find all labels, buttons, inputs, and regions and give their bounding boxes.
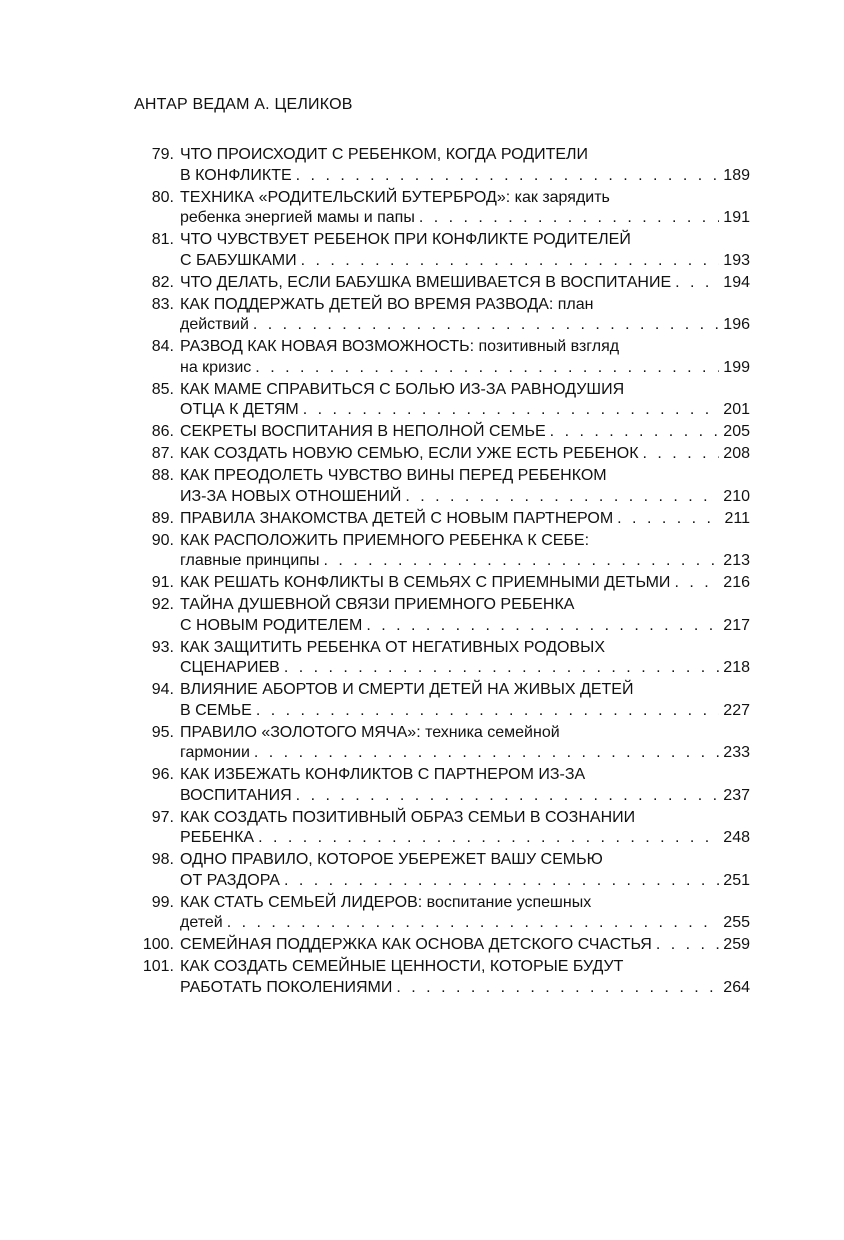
entry-title-line: СЕМЕЙНАЯ ПОДДЕРЖКА КАК ОСНОВА ДЕТСКОГО СЧАСТЬЯ bbox=[180, 936, 652, 953]
entry-leader-row bbox=[180, 616, 750, 637]
entry-number: 98. bbox=[151, 851, 174, 868]
dot-leader bbox=[254, 743, 719, 764]
entry-title-line: ребенка энергией мамы и папы bbox=[180, 209, 415, 226]
entry-number: 80. bbox=[151, 188, 174, 206]
page-number: 255 bbox=[723, 914, 750, 931]
entry-leader-row bbox=[180, 166, 750, 187]
entry-title-line: ОТ РАЗДОРА bbox=[180, 871, 280, 889]
dot-leader bbox=[303, 400, 720, 421]
dot-leader bbox=[405, 487, 719, 508]
entry-title-line: КАК ПОДДЕРЖАТЬ ДЕТЕЙ ВО ВРЕМЯ РАЗВОДА: план bbox=[180, 295, 594, 313]
toc-entry[interactable] bbox=[0, 723, 844, 764]
entry-leader-row bbox=[180, 786, 750, 807]
entry-leader-row bbox=[180, 743, 750, 764]
dot-leader bbox=[674, 573, 719, 594]
entry-body bbox=[180, 509, 750, 530]
dot-leader bbox=[256, 701, 719, 722]
entry-title-line: гармонии bbox=[180, 744, 250, 761]
page-number: 233 bbox=[723, 744, 750, 761]
toc-entry[interactable] bbox=[0, 531, 844, 572]
entry-body bbox=[180, 573, 750, 594]
entry-number: 99. bbox=[151, 893, 174, 911]
page-number: 248 bbox=[723, 829, 750, 846]
dot-leader bbox=[296, 786, 720, 807]
toc-entry[interactable] bbox=[0, 230, 844, 271]
entry-body bbox=[180, 444, 750, 465]
entry-title-line: ОДНО ПРАВИЛО, КОТОРОЕ УБЕРЕЖЕТ ВАШУ СЕМЬЮ bbox=[180, 851, 603, 868]
toc-entry[interactable] bbox=[0, 380, 844, 421]
entry-leader-row bbox=[180, 487, 750, 508]
dot-leader bbox=[227, 913, 720, 934]
entry-title-line: СЦЕНАРИЕВ bbox=[180, 659, 280, 676]
entry-number: 95. bbox=[151, 723, 174, 741]
entry-number: 84. bbox=[151, 338, 174, 355]
entry-title-line: детей bbox=[180, 914, 223, 931]
toc-entry[interactable] bbox=[0, 957, 844, 998]
page-number: 227 bbox=[723, 701, 750, 719]
entry-leader-row bbox=[180, 273, 750, 294]
page-number: 217 bbox=[723, 616, 750, 634]
entry-body bbox=[180, 230, 750, 271]
entry-title-line: В КОНФЛИКТЕ bbox=[180, 166, 292, 184]
dot-leader bbox=[643, 444, 720, 465]
entry-number: 86. bbox=[151, 423, 174, 440]
page-number: 201 bbox=[723, 401, 750, 418]
toc-entry[interactable] bbox=[0, 595, 844, 636]
entry-number: 81. bbox=[151, 231, 174, 248]
entry-title-line: на кризис bbox=[180, 358, 252, 376]
entry-leader-row bbox=[180, 509, 750, 530]
page-number: 259 bbox=[723, 936, 750, 953]
entry-number: 94. bbox=[151, 681, 174, 698]
entry-number: 89. bbox=[151, 509, 174, 527]
entry-number: 90. bbox=[151, 531, 174, 549]
entry-title-line: ПРАВИЛА ЗНАКОМСТВА ДЕТЕЙ С НОВЫМ ПАРТНЕРОМ bbox=[180, 509, 614, 527]
entry-leader-row bbox=[180, 658, 750, 679]
entry-body bbox=[180, 273, 750, 294]
entry-body bbox=[180, 638, 750, 679]
page-number: 264 bbox=[723, 978, 750, 996]
toc-entry[interactable] bbox=[0, 295, 844, 336]
dot-leader bbox=[324, 551, 720, 572]
page-number: 196 bbox=[723, 316, 750, 333]
toc-entry[interactable] bbox=[0, 935, 844, 956]
dot-leader bbox=[301, 251, 720, 272]
running-header: АНТАР ВЕДАМ А. ЦЕЛИКОВ bbox=[134, 96, 353, 113]
entry-body bbox=[180, 188, 750, 229]
entry-title-line: КАК СОЗДАТЬ ПОЗИТИВНЫЙ ОБРАЗ СЕМЬИ В СОЗНАНИИ bbox=[180, 808, 636, 826]
entry-title-line: главные принципы bbox=[180, 552, 320, 569]
page-number: 205 bbox=[723, 423, 750, 440]
table-of-contents bbox=[0, 145, 844, 1000]
page-number: 199 bbox=[723, 358, 750, 376]
toc-entry[interactable] bbox=[0, 573, 844, 594]
entry-title-line: С НОВЫМ РОДИТЕЛЕМ bbox=[180, 616, 363, 634]
dot-leader bbox=[258, 828, 719, 849]
entry-title-line: ВЛИЯНИЕ АБОРТОВ И СМЕРТИ ДЕТЕЙ НА ЖИВЫХ ДЕТЕЙ bbox=[180, 681, 634, 698]
entry-title-line: КАК ИЗБЕЖАТЬ КОНФЛИКТОВ С ПАРТНЕРОМ ИЗ-ЗА bbox=[180, 766, 586, 783]
entry-body bbox=[180, 531, 750, 572]
toc-entry[interactable] bbox=[0, 444, 844, 465]
entry-body bbox=[180, 957, 750, 998]
page-number: 208 bbox=[723, 445, 750, 462]
entry-number: 92. bbox=[151, 596, 174, 613]
entry-body bbox=[180, 295, 750, 336]
dot-leader bbox=[253, 315, 719, 336]
entry-title-line: ЧТО ДЕЛАТЬ, ЕСЛИ БАБУШКА ВМЕШИВАЕТСЯ В ВОСПИТАНИЕ bbox=[180, 273, 672, 291]
entry-title-line: КАК ПРЕОДОЛЕТЬ ЧУВСТВО ВИНЫ ПЕРЕД РЕБЕНКОМ bbox=[180, 467, 607, 484]
entry-number: 83. bbox=[151, 295, 174, 313]
dot-leader bbox=[366, 616, 719, 637]
entry-title-line: КАК МАМЕ СПРАВИТЬСЯ С БОЛЬЮ ИЗ-ЗА РАВНОДУШИЯ bbox=[180, 380, 625, 398]
entry-title-line: СЕКРЕТЫ ВОСПИТАНИЯ В НЕПОЛНОЙ СЕМЬЕ bbox=[180, 423, 546, 440]
entry-leader-row bbox=[180, 935, 750, 956]
entry-title-line: ВОСПИТАНИЯ bbox=[180, 786, 292, 804]
entry-title-line: РАЗВОД КАК НОВАЯ ВОЗМОЖНОСТЬ: позитивный взгляд bbox=[180, 338, 620, 355]
page-number: 251 bbox=[723, 871, 750, 889]
entry-title-line: В СЕМЬЕ bbox=[180, 701, 252, 719]
entry-body bbox=[180, 680, 750, 721]
page-number: 237 bbox=[723, 786, 750, 804]
entry-body bbox=[180, 723, 750, 764]
entry-number: 82. bbox=[151, 273, 174, 291]
entry-body bbox=[180, 808, 750, 849]
entry-body bbox=[180, 850, 750, 891]
entry-title-line: КАК СТАТЬ СЕМЬЕЙ ЛИДЕРОВ: воспитание успешных bbox=[180, 893, 592, 911]
entry-title-line: ИЗ-ЗА НОВЫХ ОТНОШЕНИЙ bbox=[180, 487, 402, 505]
dot-leader bbox=[284, 871, 719, 892]
entry-number: 91. bbox=[151, 574, 174, 591]
dot-leader bbox=[284, 658, 719, 679]
entry-title-line: С БАБУШКАМИ bbox=[180, 251, 297, 269]
entry-body bbox=[180, 595, 750, 636]
page-number: 210 bbox=[723, 487, 750, 505]
entry-title-line: ОТЦА К ДЕТЯМ bbox=[180, 401, 299, 418]
page-number: 193 bbox=[723, 251, 750, 269]
entry-body bbox=[180, 935, 750, 956]
toc-entry[interactable] bbox=[0, 808, 844, 849]
toc-entry[interactable] bbox=[0, 466, 844, 507]
entry-title-line: ЧТО ПРОИСХОДИТ С РЕБЕНКОМ, КОГДА РОДИТЕЛИ bbox=[180, 146, 589, 163]
dot-leader bbox=[550, 422, 720, 443]
entry-leader-row bbox=[180, 978, 750, 999]
entry-leader-row bbox=[180, 400, 750, 421]
dot-leader bbox=[396, 978, 719, 999]
page-number: 216 bbox=[723, 574, 750, 591]
entry-number: 93. bbox=[151, 638, 174, 656]
entry-leader-row bbox=[180, 913, 750, 934]
page-number: 191 bbox=[723, 209, 750, 226]
dot-leader bbox=[419, 208, 719, 229]
entry-title-line: ТЕХНИКА «РОДИТЕЛЬСКИЙ БУТЕРБРОД»: как зарядить bbox=[180, 188, 610, 206]
dot-leader bbox=[675, 273, 719, 294]
dot-leader bbox=[255, 358, 719, 379]
entry-number: 97. bbox=[151, 808, 174, 826]
entry-leader-row bbox=[180, 358, 750, 379]
entry-leader-row bbox=[180, 422, 750, 443]
toc-entry[interactable] bbox=[0, 509, 844, 530]
entry-title-line: РЕБЕНКА bbox=[180, 829, 255, 846]
entry-title-line: ПРАВИЛО «ЗОЛОТОГО МЯЧА»: техника семейной bbox=[180, 723, 560, 741]
toc-entry[interactable] bbox=[0, 422, 844, 443]
entry-number: 87. bbox=[151, 445, 174, 462]
toc-entry[interactable] bbox=[0, 145, 844, 186]
entry-number: 100. bbox=[142, 936, 174, 953]
entry-leader-row bbox=[180, 871, 750, 892]
entry-body bbox=[180, 893, 750, 934]
entry-leader-row bbox=[180, 251, 750, 272]
toc-entry[interactable] bbox=[0, 273, 844, 294]
entry-number: 88. bbox=[151, 467, 174, 484]
page-number: 194 bbox=[723, 273, 750, 291]
entry-title-line: КАК РАСПОЛОЖИТЬ ПРИЕМНОГО РЕБЕНКА К СЕБЕ: bbox=[180, 531, 590, 549]
toc-entry[interactable] bbox=[0, 850, 844, 891]
entry-title-line: КАК СОЗДАТЬ НОВУЮ СЕМЬЮ, ЕСЛИ УЖЕ ЕСТЬ РЕБЕНОК bbox=[180, 445, 639, 462]
toc-entry[interactable] bbox=[0, 893, 844, 934]
entry-body bbox=[180, 466, 750, 507]
entry-body bbox=[180, 765, 750, 806]
entry-title-line: действий bbox=[180, 316, 249, 333]
toc-entry[interactable] bbox=[0, 680, 844, 721]
entry-title-line: КАК СОЗДАТЬ СЕМЕЙНЫЕ ЦЕННОСТИ, КОТОРЫЕ БУДУТ bbox=[180, 958, 624, 975]
entry-leader-row bbox=[180, 701, 750, 722]
page-number: 211 bbox=[724, 509, 750, 527]
entry-leader-row bbox=[180, 828, 750, 849]
entry-number: 101. bbox=[142, 958, 174, 975]
entry-number: 85. bbox=[151, 380, 174, 398]
entry-body bbox=[180, 337, 750, 378]
entry-leader-row bbox=[180, 444, 750, 465]
page-number: 218 bbox=[723, 659, 750, 676]
toc-entry[interactable] bbox=[0, 638, 844, 679]
entry-body bbox=[180, 380, 750, 421]
entry-leader-row bbox=[180, 208, 750, 229]
dot-leader bbox=[656, 935, 719, 956]
entry-title-line: ТАЙНА ДУШЕВНОЙ СВЯЗИ ПРИЕМНОГО РЕБЕНКА bbox=[180, 596, 575, 613]
entry-number: 96. bbox=[151, 766, 174, 783]
entry-leader-row bbox=[180, 551, 750, 572]
dot-leader bbox=[617, 509, 720, 530]
page-number: 189 bbox=[723, 166, 750, 184]
toc-entry[interactable] bbox=[0, 765, 844, 806]
entry-title-line: ЧТО ЧУВСТВУЕТ РЕБЕНОК ПРИ КОНФЛИКТЕ РОДИТЕЛЕЙ bbox=[180, 231, 631, 248]
entry-body bbox=[180, 422, 750, 443]
page-number: 213 bbox=[723, 552, 750, 569]
entry-body bbox=[180, 145, 750, 186]
entry-number: 79. bbox=[151, 146, 174, 163]
toc-entry[interactable] bbox=[0, 188, 844, 229]
toc-entry[interactable] bbox=[0, 337, 844, 378]
entry-leader-row bbox=[180, 315, 750, 336]
entry-title-line: КАК ЗАЩИТИТЬ РЕБЕНКА ОТ НЕГАТИВНЫХ РОДОВЫХ bbox=[180, 638, 605, 656]
dot-leader bbox=[296, 166, 720, 187]
entry-leader-row bbox=[180, 573, 750, 594]
entry-title-line: РАБОТАТЬ ПОКОЛЕНИЯМИ bbox=[180, 978, 393, 996]
entry-title-line: КАК РЕШАТЬ КОНФЛИКТЫ В СЕМЬЯХ С ПРИЕМНЫМИ ДЕТЬМИ bbox=[180, 574, 671, 591]
